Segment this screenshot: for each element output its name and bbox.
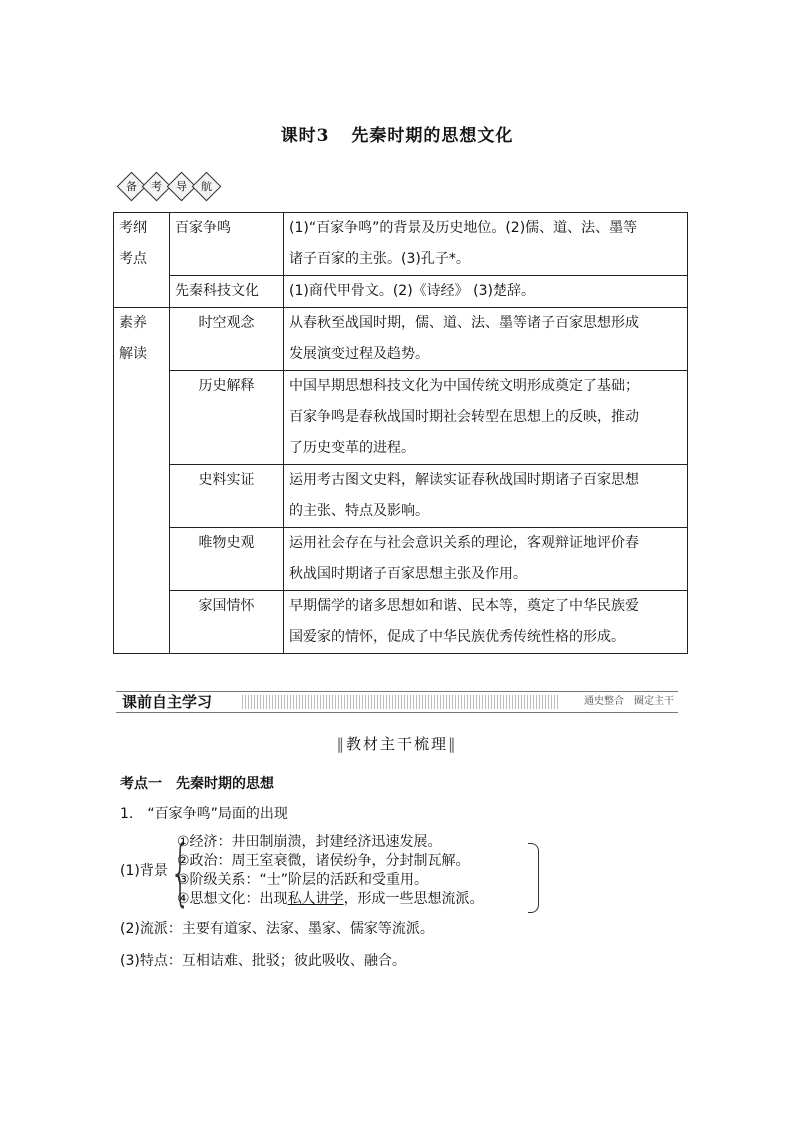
cell-line: 国爱家的情怀，促成了中华民族优秀传统性格的形成。 xyxy=(289,629,625,645)
section-title-text: 教材主干梳理 xyxy=(345,735,448,753)
cell-line: 解读 xyxy=(119,346,147,362)
section-banner xyxy=(116,691,678,713)
cell-line: 了历史变革的进程。 xyxy=(289,440,415,456)
content-cell xyxy=(284,213,688,276)
content-cell xyxy=(284,528,688,591)
bracket-right: ‖ xyxy=(448,735,458,753)
table-row xyxy=(114,276,688,308)
table-row xyxy=(114,465,688,528)
background-item: ②政治：周王室衰微，诸侯纷争，分封制瓦解。 xyxy=(177,853,470,869)
nav-char-text: 考 xyxy=(151,180,162,193)
cell-line: 运用考古图文史料，解读实证春秋战国时期诸子百家思想 xyxy=(289,472,639,488)
exam-nav-badge xyxy=(121,176,221,197)
section-title xyxy=(0,733,794,754)
cell-line: 运用社会存在与社会意识关系的理论，客观辩证地评价春 xyxy=(289,535,639,551)
topic-cell: 史料实证 xyxy=(170,465,284,528)
cell-line: 诸子百家的主张。(3)孔子*。 xyxy=(289,251,470,267)
background-item xyxy=(177,888,484,908)
cell-line: 从春秋至战国时期，儒、道、法、墨等诸子百家思想形成 xyxy=(289,315,639,331)
content-cell xyxy=(284,371,688,465)
cell-line: 秋战国时期诸子百家思想主张及作用。 xyxy=(289,566,527,582)
schools-line: (2)流派：主要有道家、法家、墨家、儒家等流派。 xyxy=(120,921,434,937)
table-row xyxy=(114,371,688,465)
nav-char-text: 导 xyxy=(176,180,187,193)
syllabus-table xyxy=(113,212,688,654)
lesson-name: 先秦时期的思想文化 xyxy=(351,126,514,146)
cell-line: 早期儒学的诸多思想如和谐、民本等，奠定了中华民族爱 xyxy=(289,598,639,614)
banner-tag: 通史整合 圈定主干 xyxy=(584,696,674,707)
table-row xyxy=(114,213,688,276)
table-row xyxy=(114,528,688,591)
table-row xyxy=(114,591,688,654)
background-item: ③阶级关系：“士”阶层的活跃和受重用。 xyxy=(177,872,429,888)
literacy-label-cell xyxy=(114,308,170,654)
lesson-number: 课时3 xyxy=(280,126,330,146)
cell-line: 考纲 xyxy=(119,220,147,236)
exam-label-cell xyxy=(114,213,170,308)
cell-line: (1)“百家争鸣”的背景及历史地位。(2)儒、道、法、墨等 xyxy=(289,220,638,236)
cell-line: 发展演变过程及趋势。 xyxy=(289,346,429,362)
content-cell xyxy=(284,591,688,654)
topic-cell: 家国情怀 xyxy=(170,591,284,654)
topic-cell: 百家争鸣 xyxy=(170,213,284,276)
features-line: (3)特点：互相诘难、批驳；彼此吸收、融合。 xyxy=(120,953,406,969)
point-heading: 考点一 先秦时期的思想 xyxy=(120,776,274,792)
content-cell xyxy=(284,308,688,371)
cell-line: 百家争鸣是春秋战国时期社会转型在思想上的反映，推动 xyxy=(289,409,639,425)
banner-pattern xyxy=(242,695,558,709)
topic-cell: 唯物史观 xyxy=(170,528,284,591)
banner-heading: 课前自主学习 xyxy=(122,693,213,711)
item-heading: 1. “百家争鸣”局面的出现 xyxy=(120,806,288,822)
nav-char xyxy=(192,172,222,202)
background-label: (1)背景 xyxy=(120,863,168,879)
background-item: ①经济：井田制崩溃，封建经济迅速发展。 xyxy=(177,834,442,850)
right-brace xyxy=(528,843,539,913)
cell-line: 的主张、特点及影响。 xyxy=(289,503,429,519)
page-title xyxy=(0,121,794,146)
topic-cell: 历史解释 xyxy=(170,371,284,465)
table-row xyxy=(114,308,688,371)
cell-line: (1)商代甲骨文。(2)《诗经》 (3)楚辞。 xyxy=(289,283,535,299)
topic-cell: 时空观念 xyxy=(170,308,284,371)
nav-char-text: 备 xyxy=(126,180,137,193)
left-brace: { xyxy=(170,830,191,914)
content-cell xyxy=(284,465,688,528)
underlined-term: 私人讲学 xyxy=(287,891,344,907)
cell-line: 中国早期思想科技文化为中国传统文明形成奠定了基础； xyxy=(289,378,639,394)
topic-cell: 先秦科技文化 xyxy=(170,276,284,308)
content-cell xyxy=(284,276,688,308)
nav-char-text: 航 xyxy=(201,180,212,193)
bracket-left: ‖ xyxy=(336,735,346,753)
cell-line: 素养 xyxy=(119,315,147,331)
text-run: ④思想文化：出现 xyxy=(177,891,288,907)
cell-line: 考点 xyxy=(119,251,147,267)
text-run: ，形成一些思想流派。 xyxy=(343,891,484,907)
